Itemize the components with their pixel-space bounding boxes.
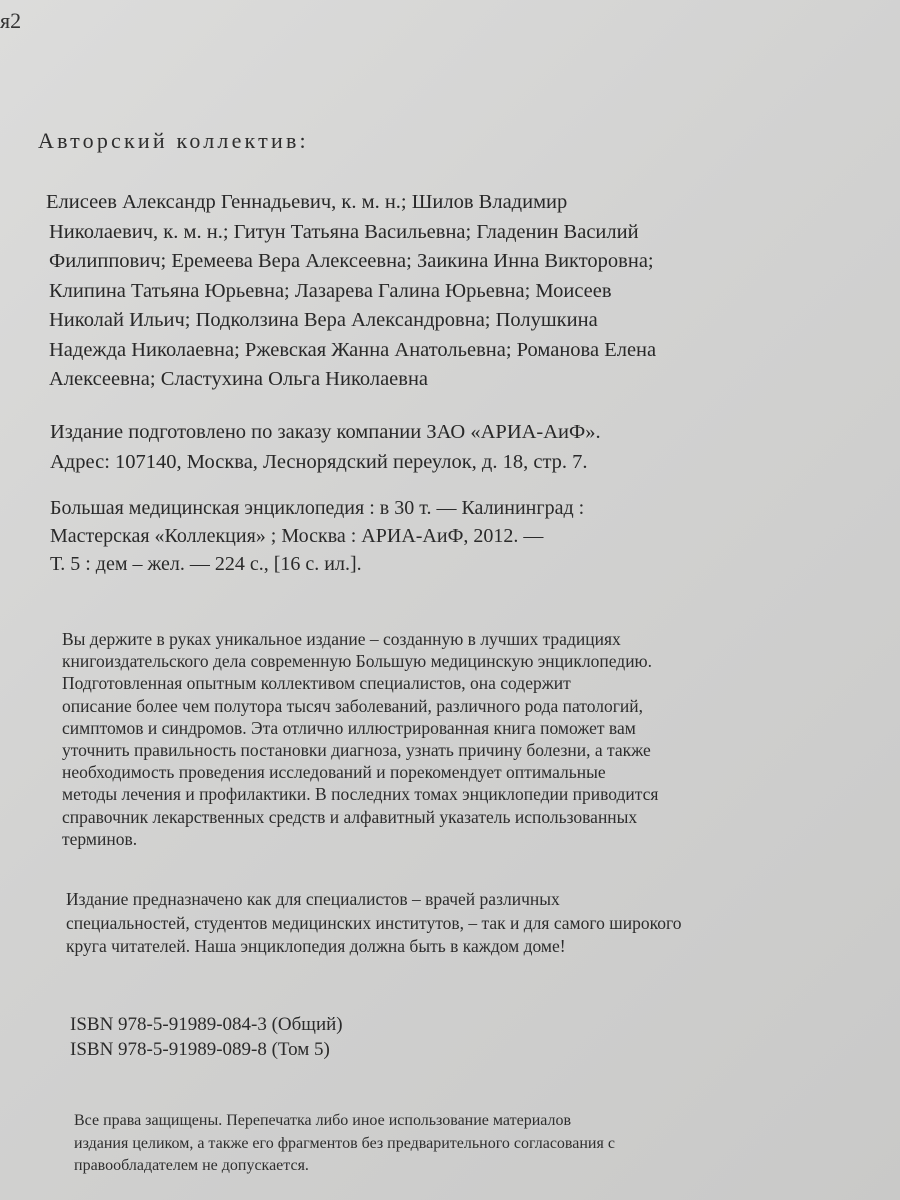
description-line: необходимость проведения исследований и порекомендует оптимальные [62,762,606,783]
audience-note [66,888,681,959]
authors-line: Николай Ильич; Подколзина Вера Александровна; Полушкина [49,309,598,331]
biblio-line: Большая медицинская энциклопедия : в 30 т. — Калининград : [50,497,585,519]
description-line: описание более чем полутора тысяч заболеваний, различного рода патологий, [62,695,643,716]
authors-line: Клипина Татьяна Юрьевна; Лазарева Галина Юрьевна; Моисеев [49,279,612,302]
authors-list [46,188,836,395]
biblio-line: Мастерская «Коллекция» ; Москва : АРИА-АиФ, 2012. — [50,525,544,547]
audience-line: специальностей, студентов медицинских институтов, – так и для самого широкого [66,912,682,933]
authors-line: Елисеев Александр Геннадьевич, к. м. н.; Шилов Владимир [46,191,568,213]
publisher-line: Издание подготовлено по заказу компании ЗАО «АРИА-АиФ». [50,421,601,443]
description-line: уточнить правильность постановки диагноза, узнать причину болезни, а также [62,740,651,761]
bibliographic-record [50,494,584,578]
page-corner-fragment: я2 [0,8,22,33]
publisher-info [50,418,601,477]
description-line: симптомов и синдромов. Эта отлично иллюстрированная книга поможет вам [62,717,636,738]
rights-line: правообладателем не допускается. [74,1157,309,1174]
description-line: книгоиздательского дела современную Большую медицинскую энциклопедию. [62,651,653,672]
description-line: справочник лекарственных средств и алфавитный указатель использованных [62,806,638,827]
publisher-address: Адрес: 107140, Москва, Леснорядский переулок, д. 18, стр. 7. [50,450,588,473]
rights-line: Все права защищены. Перепечатка либо иное использование материалов [74,1112,572,1129]
copyright-notice [74,1110,615,1178]
authors-line: Николаевич, к. м. н.; Гитун Татьяна Васильевна; Гладенин Василий [49,220,639,243]
audience-line: Издание предназначено как для специалистов – врачей различных [66,889,560,909]
annotation-description [62,628,658,850]
description-line: Вы держите в руках уникальное издание – созданную в лучших традициях [62,629,621,649]
authors-heading: Авторский коллектив: [38,128,309,153]
rights-line: издания целиком, а также его фрагментов без предварительного согласования с [74,1134,615,1152]
authors-line: Надежда Николаевна; Ржевская Жанна Анатольевна; Романова Елена [49,338,657,361]
biblio-line: Т. 5 : дем – жел. — 224 с., [16 с. ил.]. [50,553,362,575]
description-line: терминов. [62,828,138,849]
isbn-block [70,1012,343,1062]
audience-line: круга читателей. Наша энциклопедия должна быть в каждом доме! [66,936,566,956]
authors-line: Алексеевна; Сластухина Ольга Николаевна [49,368,429,390]
description-line: Подготовленная опытным коллективом специалистов, она содержит [62,673,571,694]
isbn-general: ISBN 978-5-91989-084-3 (Общий) [70,1014,343,1035]
isbn-volume: ISBN 978-5-91989-089-8 (Том 5) [70,1039,330,1060]
description-line: методы лечения и профилактики. В последних томах энциклопедии приводится [62,784,659,805]
authors-line: Филиппович; Еремеева Вера Алексеевна; Заикина Инна Викторовна; [49,250,654,272]
